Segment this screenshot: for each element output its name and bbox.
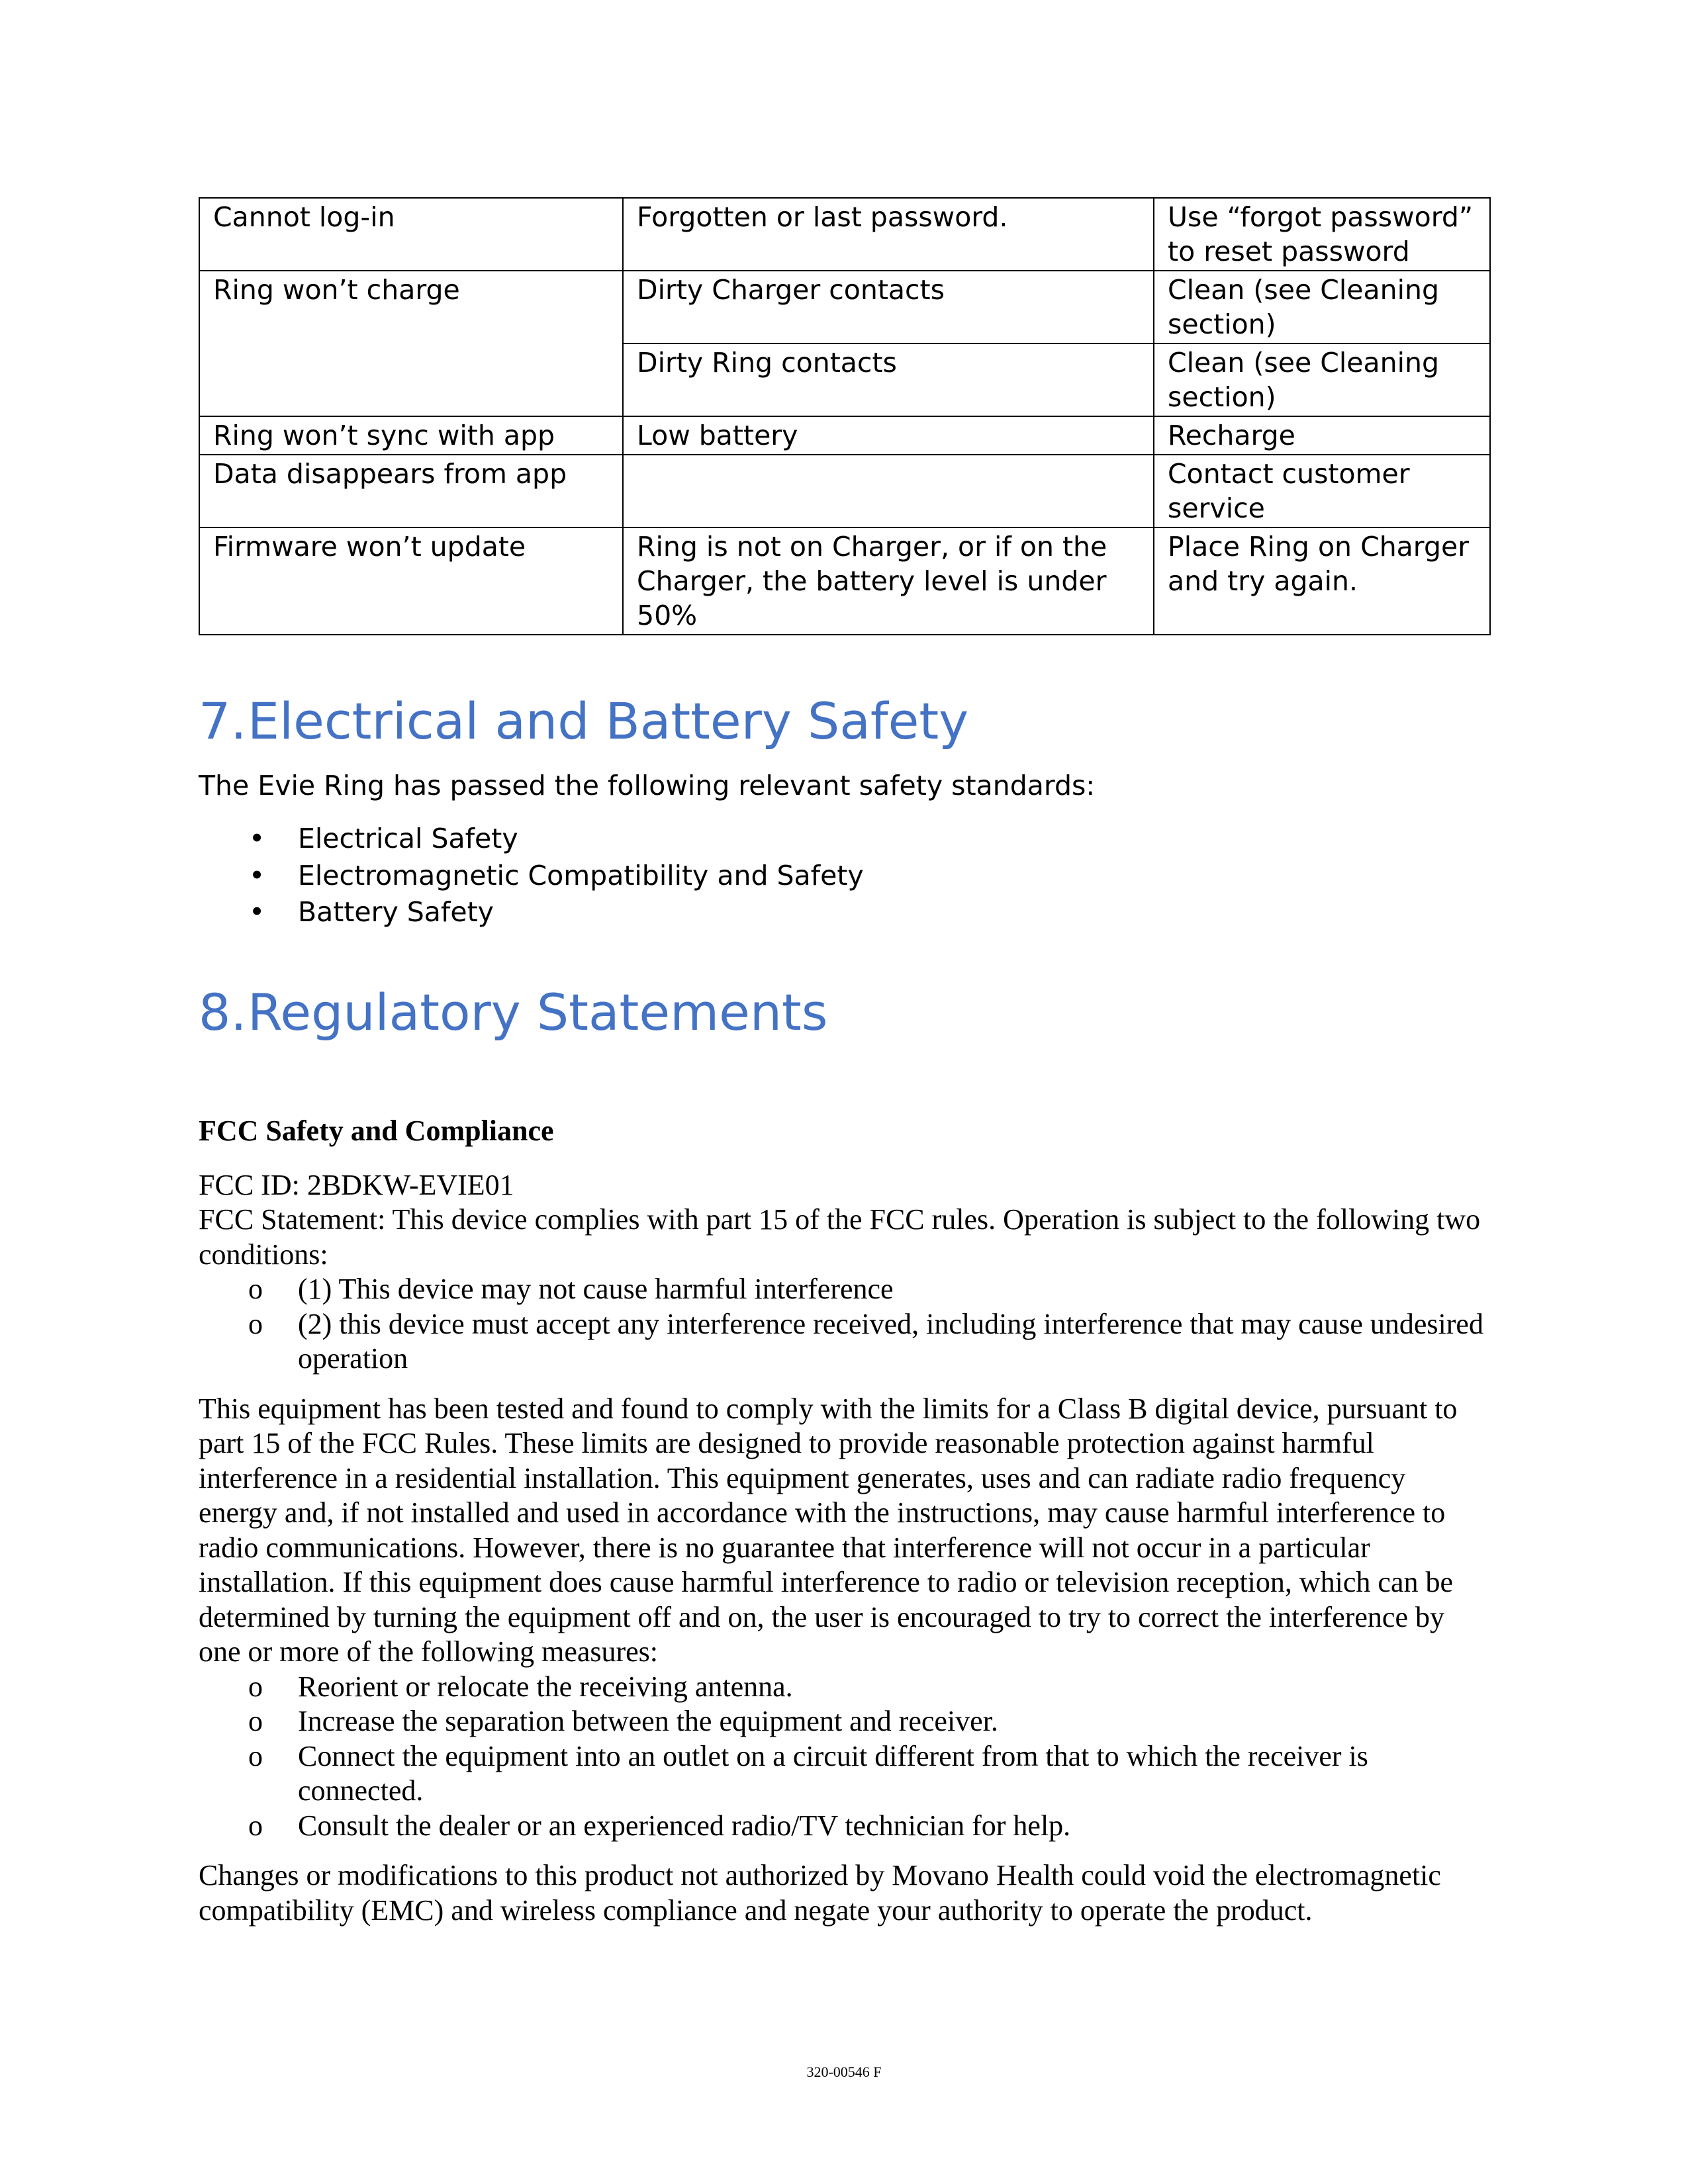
- bullet-icon: o: [248, 1739, 263, 1772]
- solution-cell: Place Ring on Charger and try again.: [1154, 527, 1490, 635]
- bullet-icon: o: [248, 1307, 263, 1340]
- cause-cell: Low battery: [623, 416, 1154, 455]
- table-row: [199, 271, 1490, 343]
- solution-cell: Clean (see Cleaning section): [1154, 343, 1490, 416]
- list-item: o Connect the equipment into an outlet on a circuit different from that to which the receiver is connected.: [248, 1739, 1368, 1807]
- bullet-icon: o: [248, 1809, 263, 1842]
- problem-cell: Ring won’t sync with app: [199, 416, 623, 455]
- cause-cell: Ring is not on Charger, or if on the Charger, the battery level is under 50%: [623, 527, 1154, 635]
- cause-cell: Dirty Charger contacts: [623, 271, 1154, 343]
- solution-cell: Clean (see Cleaning section): [1154, 271, 1490, 343]
- table-row: [199, 198, 1490, 271]
- bullet-icon: o: [248, 1670, 263, 1703]
- section-number: 8.: [199, 982, 247, 1042]
- bullet-icon: •: [249, 896, 265, 928]
- list-item: • Electrical Safety: [199, 821, 1489, 858]
- solution-cell: Recharge: [1154, 416, 1490, 455]
- cause-cell: [623, 455, 1154, 527]
- bullet-icon: o: [248, 1273, 263, 1305]
- fcc-heading: FCC Safety and Compliance: [199, 1114, 554, 1147]
- solution-cell: Contact customer service: [1154, 455, 1490, 527]
- measures-list: [199, 1670, 1489, 1844]
- table-row: [199, 455, 1490, 527]
- safety-standards-list: [199, 821, 1489, 931]
- document-number: 320-00546 F: [806, 2064, 882, 2080]
- section-number: 7.: [199, 692, 247, 751]
- cause-cell: Forgotten or last password.: [623, 198, 1154, 271]
- problem-cell: Ring won’t charge: [199, 271, 623, 416]
- solution-cell: Use “forgot password” to reset password: [1154, 198, 1490, 271]
- list-item: • Electromagnetic Compatibility and Safety: [199, 858, 1489, 895]
- list-item: o Consult the dealer or an experienced radio/TV technician for help.: [199, 1809, 1489, 1844]
- list-item: o (1) This device may not cause harmful interference: [199, 1272, 1489, 1307]
- fcc-id: FCC ID: 2BDKW-EVIE01: [199, 1168, 514, 1201]
- changes-paragraph: Changes or modifications to this product not authorized by Movano Health could void the electromagnetic compatibility (EMC) and wireless compliance and negate your authority to operate the product.: [199, 1859, 1441, 1927]
- list-item: • Battery Safety: [199, 894, 1489, 931]
- troubleshooting-table: [199, 197, 1491, 635]
- problem-cell: Firmware won’t update: [199, 527, 623, 635]
- fcc-conditions-list: [199, 1272, 1489, 1377]
- section-7-intro: The Evie Ring has passed the following relevant safety standards:: [199, 770, 1096, 801]
- list-item: o Increase the separation between the equipment and receiver.: [199, 1704, 1489, 1739]
- bullet-icon: o: [248, 1705, 263, 1737]
- class-b-paragraph: This equipment has been tested and found to comply with the limits for a Class B digital device, pursuant to part 15 of the FCC Rules. These limits are designed to provide reasonable protection against harmful interference in a residential installation. This equipment generates, uses and can radiate radio frequency energy and, if not installed and used in accordance with the instructions, may cause harmful interference to radio communications. However, there is no guarantee that interference will not occur in a particular installation. If this equipment does cause harmful interference to radio or television reception, which can be determined by turning the equipment off and on, the user is encouraged to try to correct the interference by one or more of the following measures:: [199, 1392, 1458, 1668]
- section-title: Regulatory Statements: [248, 982, 828, 1042]
- list-item: o (2) this device must accept any interference received, including interference that may cause undesired operation: [248, 1307, 1483, 1375]
- bullet-icon: •: [249, 859, 265, 891]
- bullet-icon: •: [249, 823, 265, 854]
- list-item: o Reorient or relocate the receiving antenna.: [199, 1670, 1489, 1705]
- fcc-statement: FCC Statement: This device complies with part 15 of the FCC rules. Operation is subject to the following two conditions:: [199, 1203, 1481, 1271]
- problem-cell: Cannot log-in: [199, 198, 623, 271]
- cause-cell: Dirty Ring contacts: [623, 343, 1154, 416]
- table-row: [199, 416, 1490, 455]
- problem-cell: Data disappears from app: [199, 455, 623, 527]
- section-7-heading: [199, 688, 1489, 754]
- section-title: Electrical and Battery Safety: [248, 692, 969, 751]
- table-row: [199, 527, 1490, 635]
- document-page: [199, 197, 1489, 1928]
- section-8-heading: [199, 979, 1489, 1046]
